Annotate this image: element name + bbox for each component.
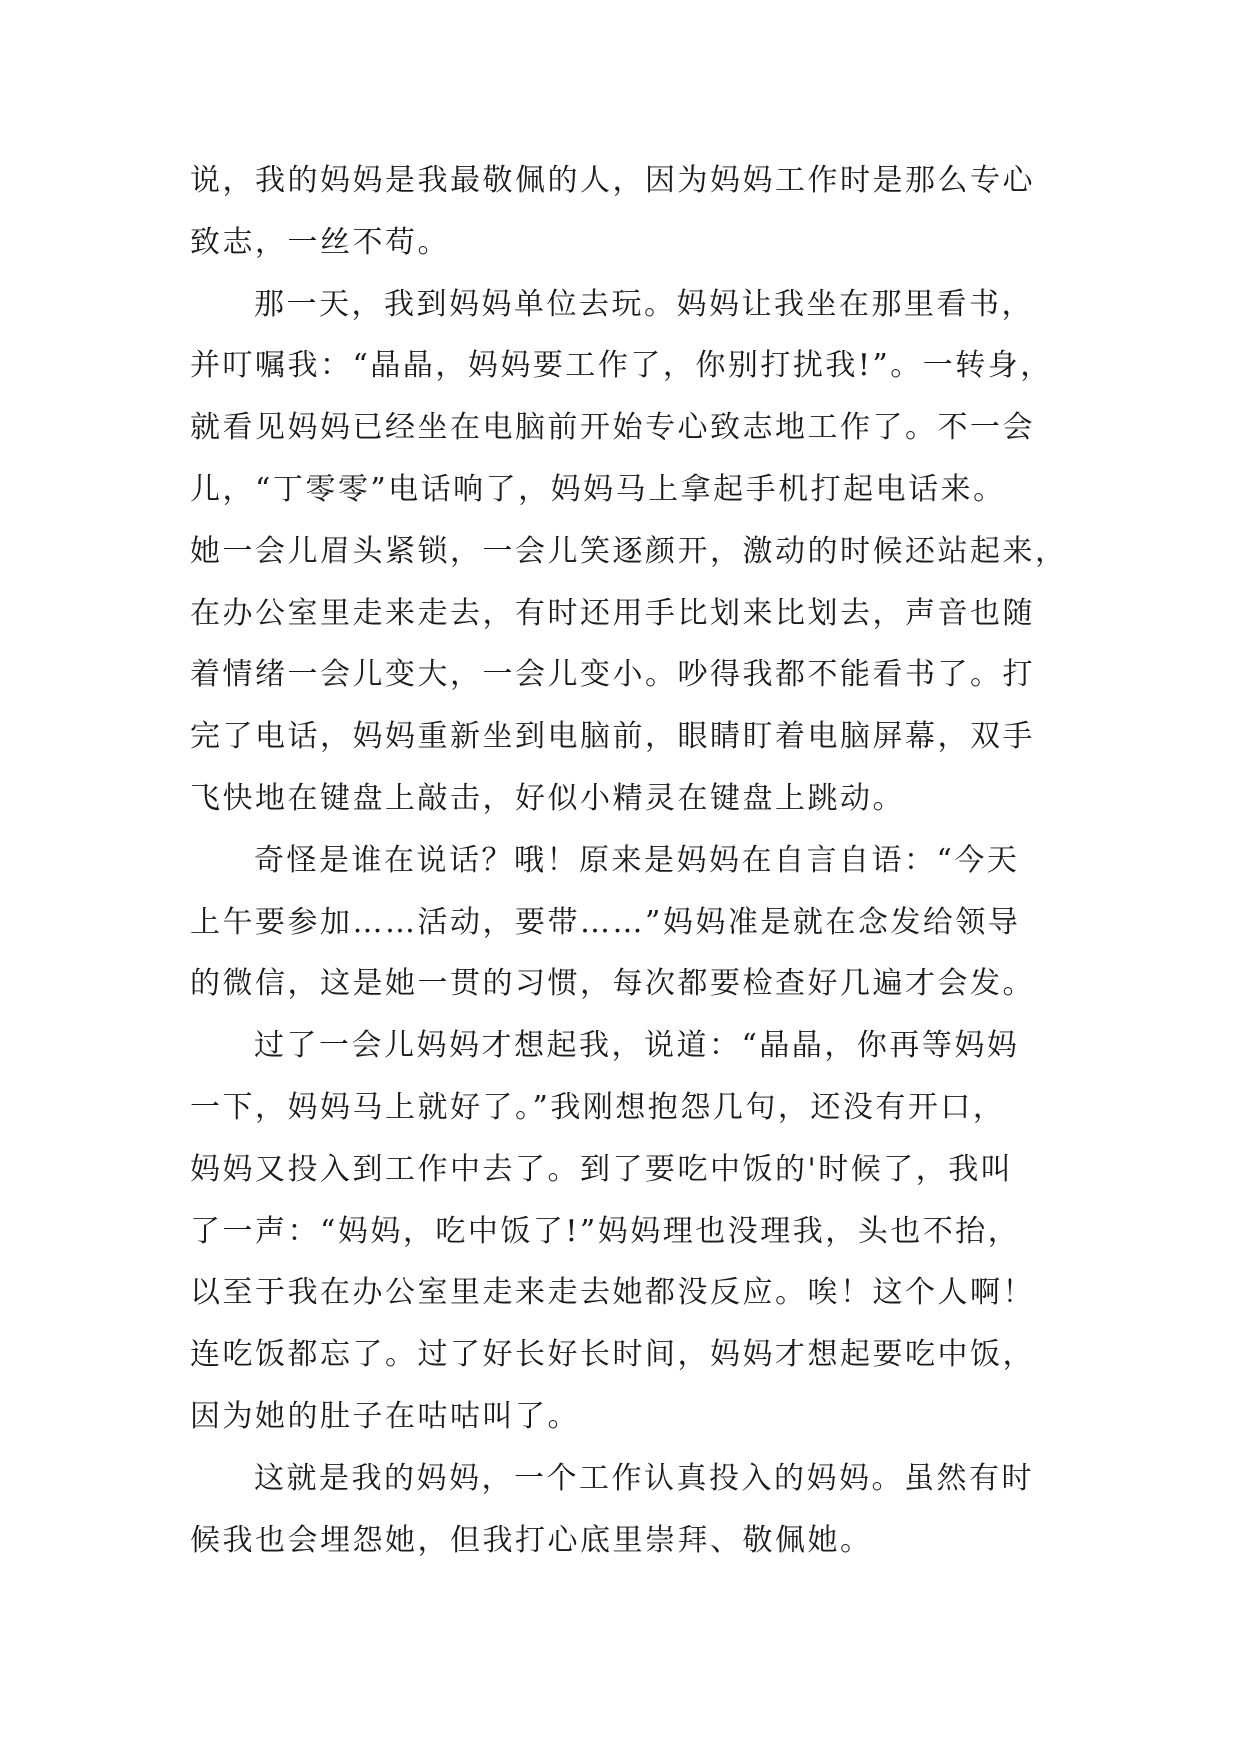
text-line: 这就是我的妈妈，一个工作认真投入的妈妈。虽然有时 bbox=[254, 1460, 1034, 1496]
text-line: 完了电话，妈妈重新坐到电脑前，眼睛盯着电脑屏幕，双手 bbox=[190, 719, 1035, 755]
text-line: 了一声：“妈妈，吃中饭了!”妈妈理也没理我，头也不抬， bbox=[190, 1213, 1021, 1249]
text-line: 候我也会埋怨她，但我打心底里崇拜、敬佩她。 bbox=[190, 1522, 873, 1558]
text-line: 说，我的妈妈是我最敬佩的人，因为妈妈工作时是那么专心 bbox=[190, 163, 1035, 198]
text-line: 致志，一丝不苟。 bbox=[190, 224, 450, 260]
text-line: 连吃饭都忘了。过了好长好长时间，妈妈才想起要吃中饭， bbox=[190, 1337, 1035, 1373]
text-line: 过了一会儿妈妈才想起我，说道：“晶晶，你再等妈妈 bbox=[254, 1028, 1020, 1064]
text-line: 那一天，我到妈妈单位去玩。妈妈让我坐在那里看书， bbox=[254, 286, 1034, 322]
text-line: 飞快地在键盘上敲击，好似小精灵在键盘上跳动。 bbox=[190, 780, 905, 816]
text-line: 的微信，这是她一贯的习惯，每次都要检查好几遍才会发。 bbox=[190, 966, 1035, 1002]
text-line: 就看见妈妈已经坐在电脑前开始专心致志地工作了。不一会 bbox=[190, 410, 1035, 446]
text-line: 上午要参加……活动，要带……”妈妈准是就在念发给领导 bbox=[190, 904, 1021, 940]
text-line: 妈妈又投入到工作中去了。到了要吃中饭的'时候了，我叫 bbox=[190, 1151, 1014, 1187]
text-line: 一下，妈妈马上就好了。”我刚想抱怨几句，还没有开口， bbox=[190, 1089, 1006, 1125]
text-line: 着情绪一会儿变大，一会儿变小。吵得我都不能看书了。打 bbox=[190, 657, 1035, 693]
text-line: 她一会儿眉头紧锁，一会儿笑逐颜开，激动的时候还站起来， bbox=[190, 533, 1068, 569]
text-line: 在办公室里走来走去，有时还用手比划来比划去，声音也随 bbox=[190, 595, 1035, 631]
essay-body bbox=[190, 150, 1070, 1571]
text-line: 并叮嘱我：“晶晶，妈妈要工作了，你别打扰我!”。一转身， bbox=[190, 348, 1053, 384]
text-line: 因为她的肚子在咕咕叫了。 bbox=[190, 1398, 580, 1434]
text-line: 以至于我在办公室里走来走去她都没反应。唉！这个人啊！ bbox=[190, 1275, 1035, 1311]
text-line: 奇怪是谁在说话？哦！原来是妈妈在自言自语：“今天 bbox=[254, 842, 1020, 878]
text-line: 儿，“丁零零”电话响了，妈妈马上拿起手机打起电话来。 bbox=[190, 471, 1006, 507]
